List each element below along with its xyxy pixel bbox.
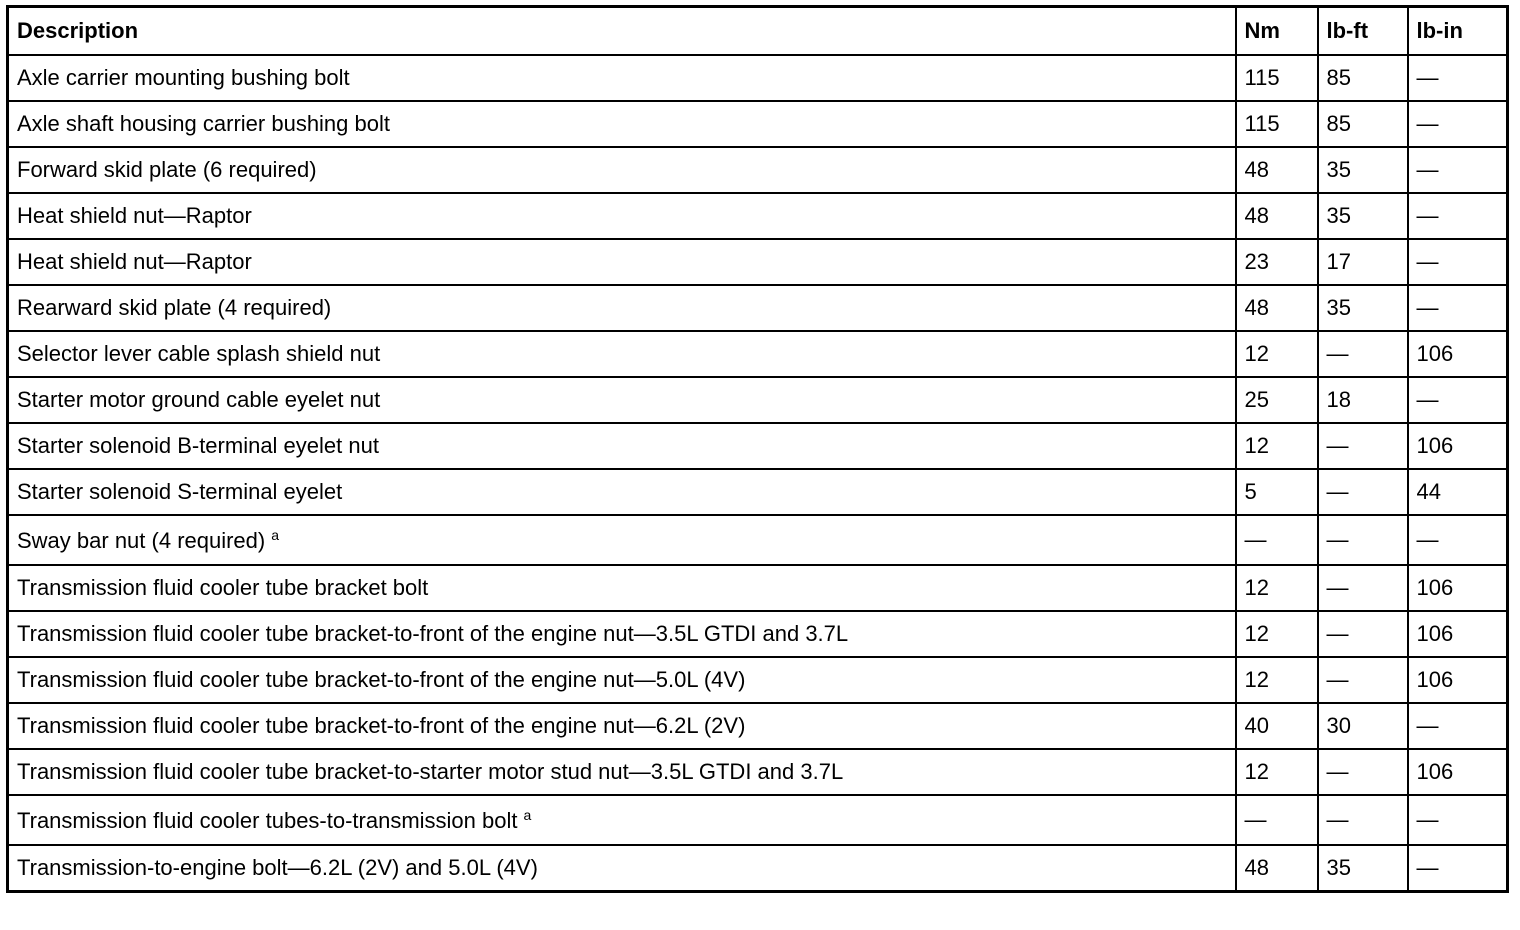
table-row <box>8 611 1508 657</box>
cell-lb-in: 106 <box>1408 423 1508 469</box>
cell-description <box>8 469 1236 515</box>
cell-lb-in: — <box>1408 55 1508 101</box>
cell-lb-ft: 35 <box>1318 285 1408 331</box>
cell-lb-ft: 30 <box>1318 703 1408 749</box>
cell-lb-ft: — <box>1318 565 1408 611</box>
footnote-marker: a <box>271 526 280 543</box>
cell-description <box>8 101 1236 147</box>
cell-lb-in: — <box>1408 795 1508 845</box>
description-text: Starter solenoid S-terminal eyelet <box>17 479 343 504</box>
cell-nm: 48 <box>1236 285 1318 331</box>
description-text: Rearward skid plate (4 required) <box>17 295 332 320</box>
cell-nm: 12 <box>1236 657 1318 703</box>
description-text: Selector lever cable splash shield nut <box>17 341 381 366</box>
table-row <box>8 703 1508 749</box>
table-row <box>8 193 1508 239</box>
description-text: Transmission fluid cooler tube bracket-to-front of the engine nut—3.5L GTDI and 3.7L <box>17 621 849 646</box>
table-row <box>8 565 1508 611</box>
cell-description <box>8 193 1236 239</box>
cell-lb-in: — <box>1408 703 1508 749</box>
table-row <box>8 469 1508 515</box>
cell-lb-in: 106 <box>1408 611 1508 657</box>
cell-description <box>8 749 1236 795</box>
cell-lb-in: 106 <box>1408 657 1508 703</box>
cell-nm: 25 <box>1236 377 1318 423</box>
cell-lb-in: 106 <box>1408 749 1508 795</box>
cell-lb-ft: — <box>1318 657 1408 703</box>
description-text: Axle shaft housing carrier bushing bolt <box>17 111 390 136</box>
table-row <box>8 657 1508 703</box>
cell-lb-in: — <box>1408 845 1508 892</box>
description-text: Axle carrier mounting bushing bolt <box>17 65 350 90</box>
table-row <box>8 515 1508 565</box>
cell-nm: 12 <box>1236 749 1318 795</box>
cell-nm: 115 <box>1236 55 1318 101</box>
cell-description <box>8 515 1236 565</box>
cell-description <box>8 147 1236 193</box>
cell-nm: — <box>1236 515 1318 565</box>
header-lb-in: lb-in <box>1408 7 1508 56</box>
cell-description <box>8 845 1236 892</box>
cell-nm: 115 <box>1236 101 1318 147</box>
header-row <box>8 7 1508 56</box>
table-row <box>8 101 1508 147</box>
cell-description <box>8 657 1236 703</box>
description-text: Forward skid plate (6 required) <box>17 157 317 182</box>
torque-specification-table <box>6 5 1509 893</box>
cell-lb-in: — <box>1408 515 1508 565</box>
table-row <box>8 795 1508 845</box>
table-row <box>8 55 1508 101</box>
description-text: Heat shield nut—Raptor <box>17 249 252 274</box>
cell-nm: 48 <box>1236 147 1318 193</box>
cell-nm: 48 <box>1236 193 1318 239</box>
description-text: Transmission fluid cooler tube bracket-to-starter motor stud nut—3.5L GTDI and 3.7L <box>17 759 844 784</box>
cell-nm: 12 <box>1236 565 1318 611</box>
cell-description <box>8 377 1236 423</box>
cell-lb-in: 106 <box>1408 331 1508 377</box>
cell-lb-ft: — <box>1318 795 1408 845</box>
cell-lb-in: — <box>1408 147 1508 193</box>
cell-lb-ft: — <box>1318 331 1408 377</box>
table-row <box>8 845 1508 892</box>
cell-nm: 23 <box>1236 239 1318 285</box>
description-text: Heat shield nut—Raptor <box>17 203 252 228</box>
cell-lb-in: — <box>1408 239 1508 285</box>
cell-nm: — <box>1236 795 1318 845</box>
cell-nm: 40 <box>1236 703 1318 749</box>
cell-lb-in: — <box>1408 193 1508 239</box>
table-row <box>8 749 1508 795</box>
table-row <box>8 239 1508 285</box>
description-text: Starter motor ground cable eyelet nut <box>17 387 381 412</box>
header-nm: Nm <box>1236 7 1318 56</box>
cell-lb-ft: 17 <box>1318 239 1408 285</box>
table-row <box>8 423 1508 469</box>
table-row <box>8 331 1508 377</box>
cell-lb-ft: 35 <box>1318 147 1408 193</box>
cell-lb-ft: 35 <box>1318 193 1408 239</box>
description-text: Starter solenoid B-terminal eyelet nut <box>17 433 379 458</box>
cell-description <box>8 239 1236 285</box>
cell-lb-ft: 85 <box>1318 55 1408 101</box>
footnote-marker: a <box>523 806 532 823</box>
cell-lb-ft: 35 <box>1318 845 1408 892</box>
cell-lb-ft: 18 <box>1318 377 1408 423</box>
description-text: Transmission fluid cooler tube bracket-to-front of the engine nut—6.2L (2V) <box>17 713 746 738</box>
header-description: Description <box>8 7 1236 56</box>
cell-nm: 12 <box>1236 423 1318 469</box>
cell-lb-in: — <box>1408 101 1508 147</box>
header-lb-ft: lb-ft <box>1318 7 1408 56</box>
cell-lb-ft: — <box>1318 611 1408 657</box>
table-row <box>8 147 1508 193</box>
cell-description <box>8 703 1236 749</box>
cell-description <box>8 55 1236 101</box>
cell-description <box>8 423 1236 469</box>
cell-lb-ft: — <box>1318 423 1408 469</box>
cell-description <box>8 285 1236 331</box>
description-text: Transmission fluid cooler tubes-to-transmission bolt <box>17 807 518 833</box>
cell-nm: 48 <box>1236 845 1318 892</box>
cell-description <box>8 331 1236 377</box>
description-text: Transmission fluid cooler tube bracket bolt <box>17 575 429 600</box>
description-text: Transmission fluid cooler tube bracket-to-front of the engine nut—5.0L (4V) <box>17 667 746 692</box>
cell-lb-ft: — <box>1318 515 1408 565</box>
table-row <box>8 285 1508 331</box>
description-text: Transmission-to-engine bolt—6.2L (2V) and 5.0L (4V) <box>17 855 538 880</box>
cell-lb-in: 44 <box>1408 469 1508 515</box>
cell-description <box>8 795 1236 845</box>
cell-lb-in: 106 <box>1408 565 1508 611</box>
cell-nm: 12 <box>1236 611 1318 657</box>
cell-lb-ft: — <box>1318 749 1408 795</box>
table-body <box>8 55 1508 892</box>
cell-lb-ft: 85 <box>1318 101 1408 147</box>
cell-lb-ft: — <box>1318 469 1408 515</box>
description-text: Sway bar nut (4 required) <box>17 527 266 553</box>
cell-nm: 12 <box>1236 331 1318 377</box>
cell-lb-in: — <box>1408 377 1508 423</box>
cell-lb-in: — <box>1408 285 1508 331</box>
table-row <box>8 377 1508 423</box>
cell-description <box>8 565 1236 611</box>
cell-nm: 5 <box>1236 469 1318 515</box>
cell-description <box>8 611 1236 657</box>
